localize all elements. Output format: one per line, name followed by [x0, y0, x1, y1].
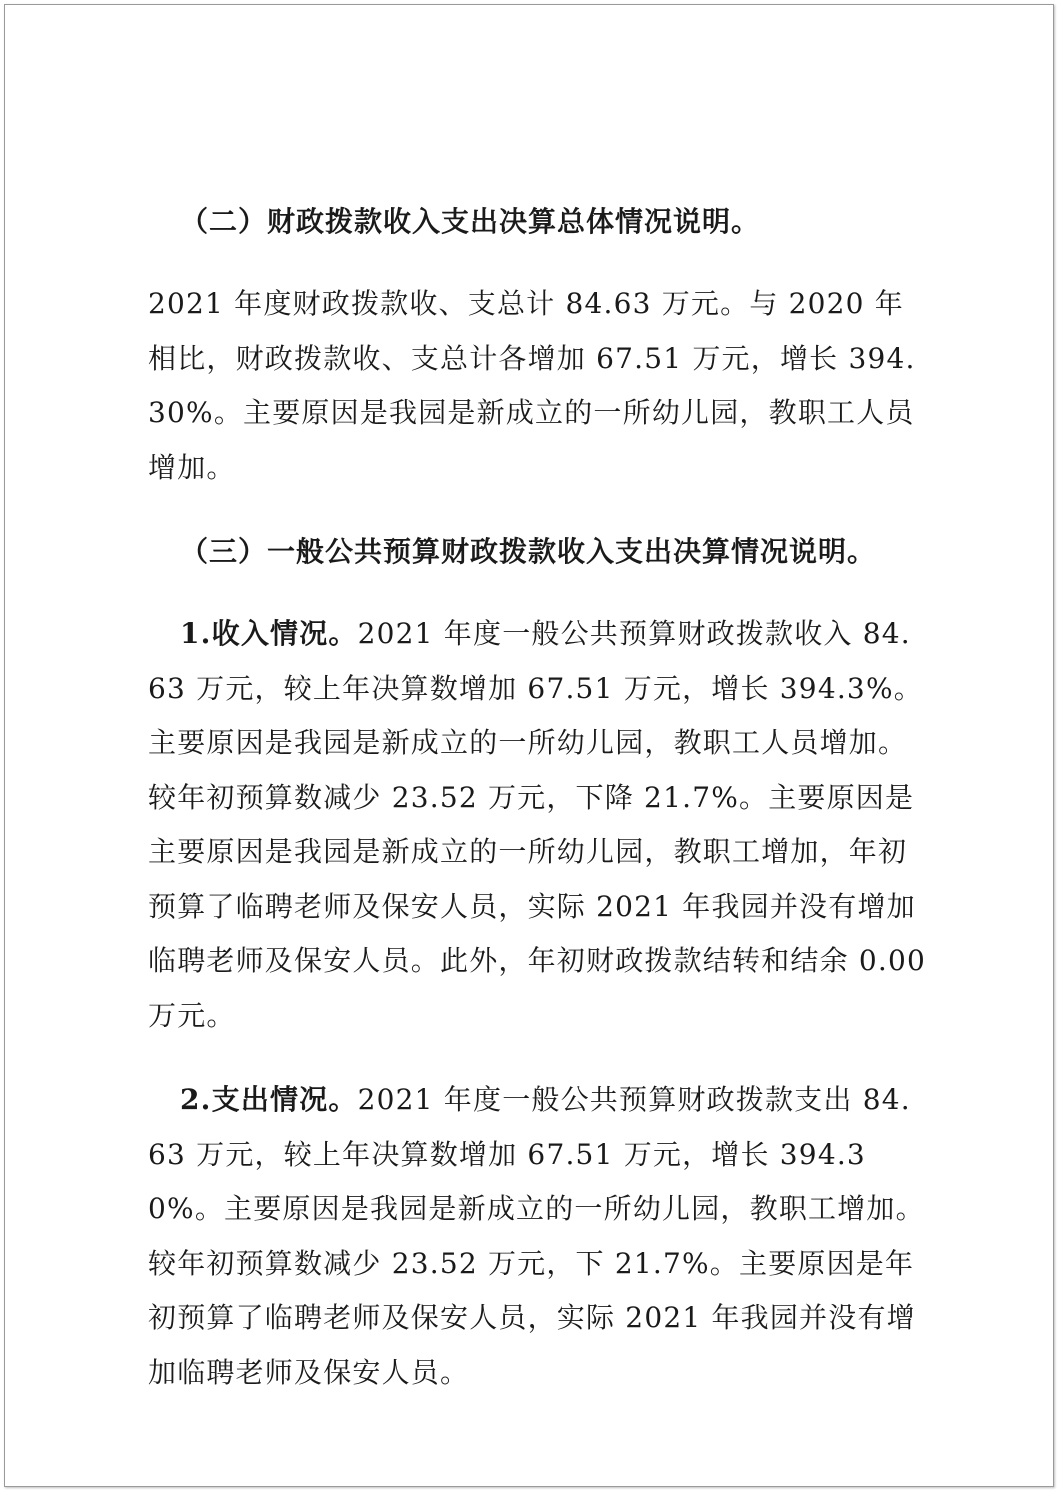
section-2-paragraph: 2021 年度财政拨款收、支总计 84.63 万元。与 2020 年相比，财政拨款收、支总计各增加 67.51 万元，增长 394.30%。主要原因是我园是新成立的一所幼儿园，教职工人员增加。: [148, 287, 916, 484]
section-2-heading: （二）财政拨款收入支出决算总体情况说明。: [180, 205, 761, 238]
document-page: [4, 4, 1054, 1487]
page-content: [148, 195, 928, 1400]
income-lead: 1.收入情况。: [180, 617, 358, 650]
income-paragraph: [148, 607, 928, 1043]
expense-body: 2021 年度一般公共预算财政拨款支出 84.63 万元，较上年决算数增加 67.51 万元，增长 394.30%。主要原因是我园是新成立的一所幼儿园，教职工增加。较年初预算数减少 23.52 万元，下 21.7%。主要原因是年初预算了临聘老师及保安人员，实际 2021 年我园并没有增加临聘老师及保安人员。: [148, 1083, 925, 1389]
income-body: 2021 年度一般公共预算财政拨款收入 84.63 万元，较上年决算数增加 67.51 万元，增长 394.3%。主要原因是我园是新成立的一所幼儿园，教职工人员增加。较年初预算数减少 23.52 万元，下降 21.7%。主要原因是主要原因是我园是新成立的一所幼儿园，教职工增加，年初预算了临聘老师及保安人员，实际 2021 年我园并没有增加临聘老师及保安人员。此外，年初财政拨款结转和结余 0.00 万元。: [148, 617, 927, 1032]
section-3-heading: （三）一般公共预算财政拨款收入支出决算情况说明。: [180, 535, 877, 568]
expense-paragraph: [148, 1073, 928, 1400]
expense-lead: 2.支出情况。: [180, 1083, 358, 1116]
